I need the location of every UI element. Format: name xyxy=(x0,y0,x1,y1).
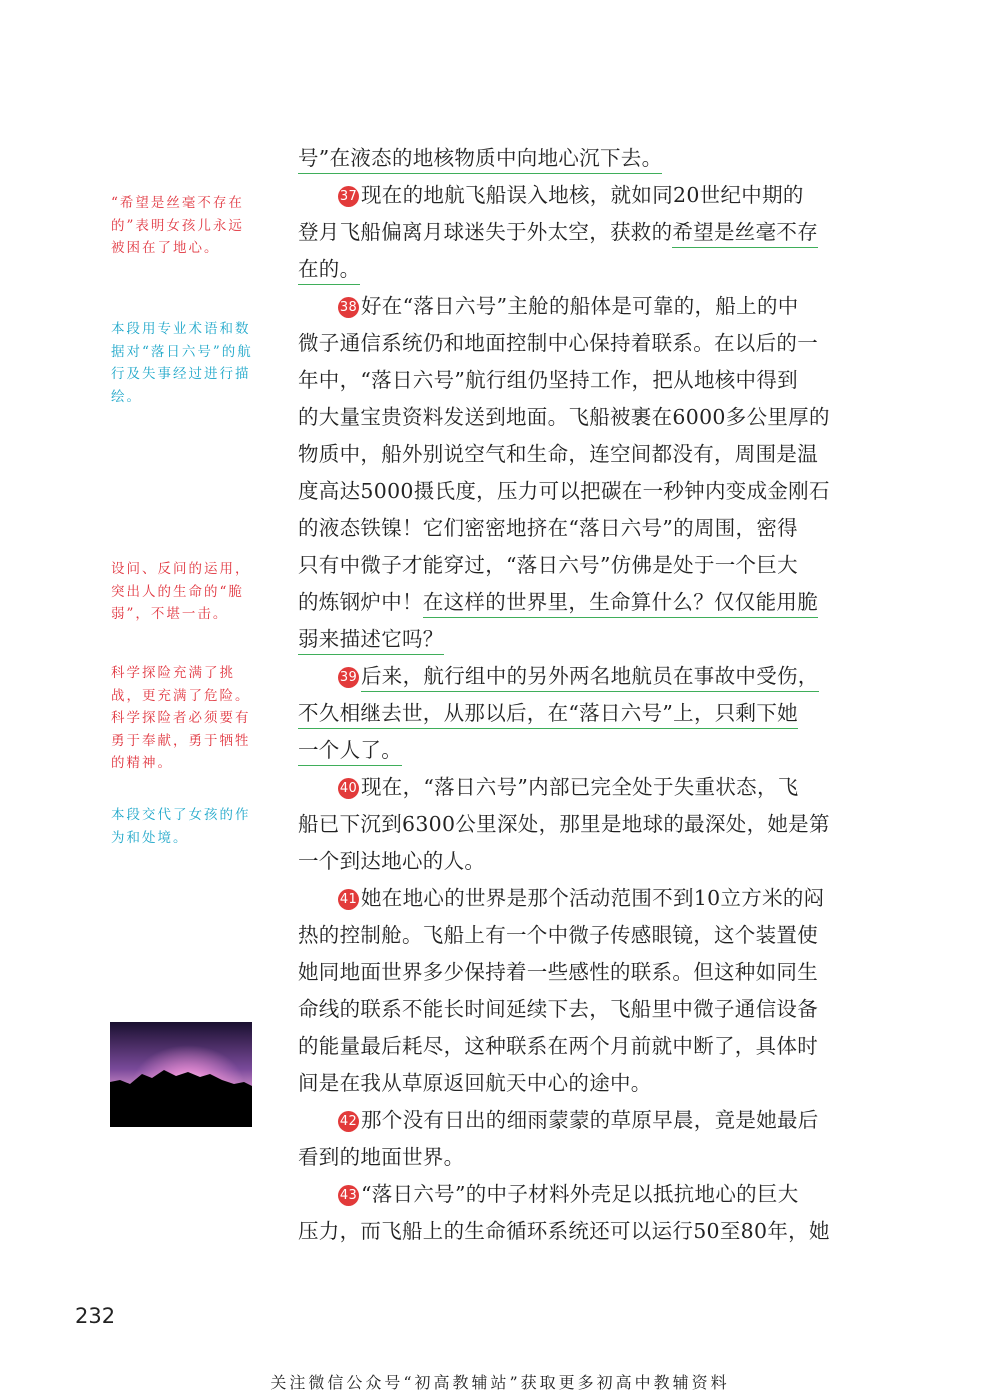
paragraph-37: 37 现在的地航飞船误入地核，就如同20世纪中期的 xyxy=(339,183,804,207)
paragraph-marker: 38 xyxy=(338,297,359,318)
text-line: 命线的联系不能长时间延续下去，飞船里中微子通信设备 xyxy=(298,997,818,1021)
text-line: 间是在我从草原返回航天中心的途中。 xyxy=(298,1071,652,1095)
sidenote-exploration: 科学探险充满了挑战，更充满了危险。科学探险者必须要有勇于奉献，勇于牺牲的精神。 xyxy=(111,665,251,771)
text-line: 只有中微子才能穿过，“落日六号”仿佛是处于一个巨大 xyxy=(298,553,798,577)
paragraph-39: 39 后来，航行组中的另外两名地航员在事故中受伤， xyxy=(298,662,903,690)
text-line: 度高达5000摄氏度，压力可以把碳在一秒钟内变成金刚石 xyxy=(298,479,830,503)
text-line: 不久相继去世，从那以后，在“落日六号”上，只剩下她 xyxy=(298,699,863,727)
paragraph-marker: 39 xyxy=(338,667,359,688)
paragraph-41: 41 她在地心的世界是那个活动范围不到10立方米的闷 xyxy=(339,886,825,910)
text-line: 热的控制舱。飞船上有一个中微子传感眼镜，这个装置使 xyxy=(298,923,818,947)
text-line: 弱来描述它吗？ xyxy=(298,625,863,653)
paragraph-38: 38 好在“落日六号”主舱的船体是可靠的，船上的中 xyxy=(339,294,799,318)
paragraph-marker: 42 xyxy=(338,1111,359,1132)
text-line: 一个人了。 xyxy=(298,736,863,764)
paragraph-marker: 40 xyxy=(338,778,359,799)
sidenote-hope: “希望是丝毫不存在的”表明女孩儿永远被困在了地心。 xyxy=(111,195,244,256)
text-line: 登月飞船偏离月球迷失于外太空，获救的希望是丝毫不存 xyxy=(298,218,863,246)
text-line: 的能量最后耗尽，这种联系在两个月前就中断了，具体时 xyxy=(298,1034,818,1058)
text-line: 年中，“落日六号”航行组仍坚持工作，把从地核中得到 xyxy=(298,368,798,392)
text-line: 号”在液态的地核物质中向地心沉下去。 xyxy=(298,144,863,172)
paragraph-42: 42 那个没有日出的细雨蒙蒙的草原早晨，竟是她最后 xyxy=(339,1108,819,1132)
footer-text: 关注微信公众号“初高教辅站”获取更多初高中教辅资料 xyxy=(270,1373,730,1392)
text-line: 压力，而飞船上的生命循环系统还可以运行50至80年，她 xyxy=(298,1219,830,1243)
text-line: 的大量宝贵资料发送到地面。飞船被裹在6000多公里厚的 xyxy=(298,405,830,429)
paragraph-43: 43 “落日六号”的中子材料外壳足以抵抗地心的巨大 xyxy=(339,1182,799,1206)
text-line: 物质中，船外别说空气和生命，连空间都没有，周围是温 xyxy=(298,442,818,466)
paragraph-marker: 43 xyxy=(338,1185,359,1206)
text-line: 在的。 xyxy=(298,255,863,283)
paragraph-marker: 41 xyxy=(338,889,359,910)
paragraph-40: 40 现在，“落日六号”内部已完全处于失重状态，飞 xyxy=(339,775,799,799)
sidenote-girl: 本段交代了女孩的作为和处境。 xyxy=(111,807,251,846)
paragraph-marker: 37 xyxy=(338,186,359,207)
text-line: 的炼钢炉中！在这样的世界里，生命算什么？仅仅能用脆 xyxy=(298,588,863,616)
page-number: 232 xyxy=(75,1304,116,1328)
text-line: 一个到达地心的人。 xyxy=(298,849,486,873)
text-line: 她同地面世界多少保持着一些感性的联系。但这种如同生 xyxy=(298,960,818,984)
text-line: 的液态铁镍！它们密密地挤在“落日六号”的周围，密得 xyxy=(298,516,798,540)
sidenote-terminology: 本段用专业术语和数据对“落日六号”的航行及失事经过进行描绘。 xyxy=(111,321,253,405)
sidenote-rhetorical: 设问、反问的运用，突出人的生命的“脆弱”，不堪一击。 xyxy=(111,561,251,622)
illustration-sunset-mountains xyxy=(110,1022,252,1127)
text-line: 船已下沉到6300公里深处，那里是地球的最深处，她是第 xyxy=(298,812,830,836)
text-line: 微子通信系统仍和地面控制中心保持着联系。在以后的一 xyxy=(298,331,818,355)
text-line: 看到的地面世界。 xyxy=(298,1145,465,1169)
